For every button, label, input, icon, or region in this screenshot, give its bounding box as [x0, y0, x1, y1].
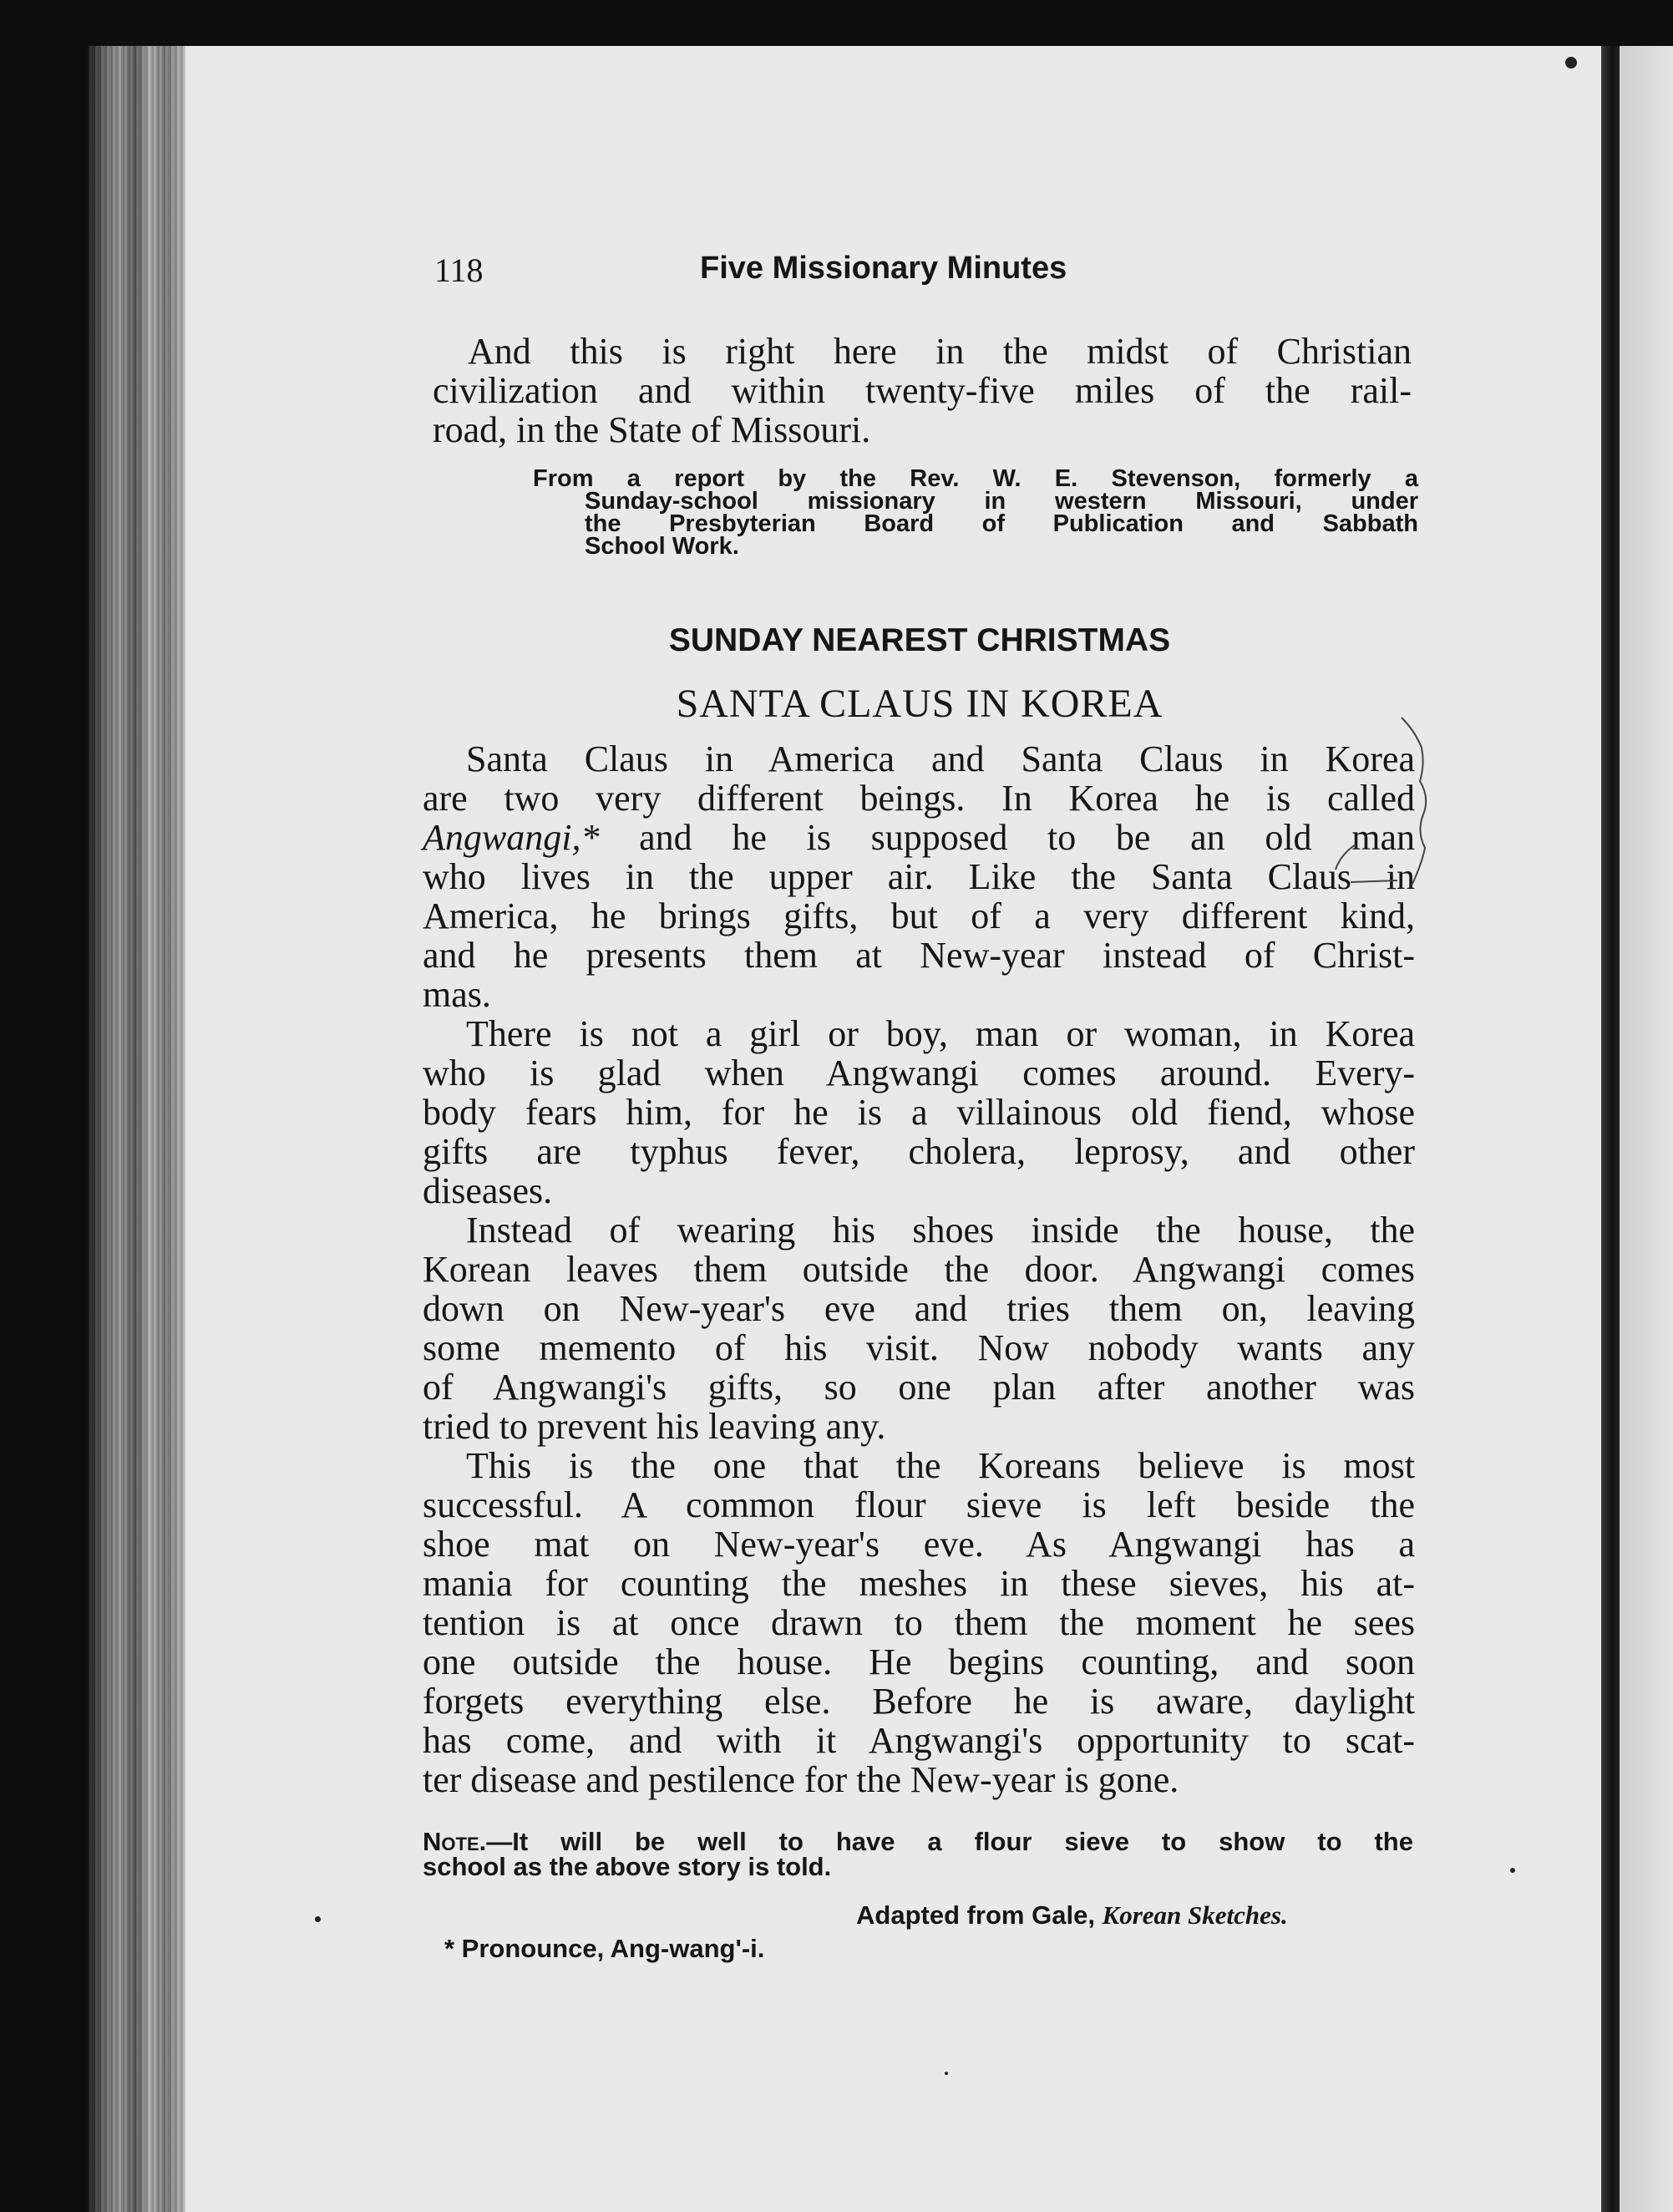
text-line: tried to prevent his leaving any. [423, 1406, 886, 1447]
note-line [423, 1829, 1413, 1854]
text-line: There is not a girl or boy, man or woman, in Korea [466, 1013, 1415, 1054]
teacher-note [423, 1829, 1413, 1880]
text-line: body fears him, for he is a villainous old fiend, whose [423, 1092, 1415, 1133]
note-label: Note. [423, 1827, 487, 1856]
text-line: of Angwangi's gifts, so one plan after another was [423, 1367, 1415, 1408]
citation-line: School Work. [585, 533, 739, 560]
book-gutter [88, 46, 188, 2212]
scan-speck [1565, 57, 1577, 68]
text-line: some memento of his visit. Now nobody wants any [423, 1327, 1415, 1368]
scan-speck [945, 2072, 948, 2075]
text-line: tention is at once drawn to them the moment he sees [423, 1602, 1415, 1643]
text-line: who is glad when Angwangi comes around. Every- [423, 1053, 1415, 1093]
intro-paragraph [433, 332, 1412, 449]
text-line: are two very different beings. In Korea he is called [423, 778, 1415, 819]
text-line: one outside the house. He begins counting, and soon [423, 1641, 1415, 1682]
italic-term: Angwangi,* [423, 817, 600, 858]
text-line: And this is right here in the midst of Christian [468, 331, 1412, 372]
citation-line: the Presbyterian Board of Publication and Sabbath [585, 510, 1418, 537]
story-title: SANTA CLAUS IN KOREA [676, 682, 1163, 726]
note-line: school as the above story is told. [423, 1852, 832, 1881]
scan-speck [315, 1916, 321, 1922]
text-line: down on New-year's eve and tries them on, leaving [423, 1288, 1415, 1329]
page-edge-shadow [1601, 46, 1620, 2212]
attribution [856, 1900, 1441, 1930]
attribution-book-title: Korean Sketches. [1102, 1900, 1288, 1930]
text-line: Instead of wearing his shoes inside the house, the [466, 1210, 1415, 1251]
text-line: mas. [423, 974, 491, 1015]
text-line: ter disease and pestilence for the New-year is gone. [423, 1759, 1179, 1800]
text-line: gifts are typhus fever, cholera, leprosy, and other [423, 1131, 1415, 1172]
text-line: America, he brings gifts, but of a very different kind, [423, 895, 1415, 936]
attribution-prefix: Adapted from Gale, [856, 1900, 1103, 1930]
citation-line: Sunday-school missionary in western Missouri, under [585, 488, 1418, 515]
note-text: —It will be well to have a flour sieve to show to the [486, 1827, 1413, 1856]
page-number: 118 [434, 251, 484, 289]
text-line: successful. A common flour sieve is left beside the [423, 1484, 1415, 1525]
text-line: civilization and within twenty-five miles of the rail- [433, 370, 1412, 411]
section-heading: SUNDAY NEAREST CHRISTMAS [668, 622, 1171, 658]
source-citation [533, 465, 1418, 560]
text-line: Santa Claus in America and Santa Claus in Korea [466, 738, 1415, 779]
citation-line: From a report by the Rev. W. E. Stevenson, formerly a [533, 465, 1418, 492]
scan-speck [1510, 1868, 1515, 1873]
text-line: and he presents them at New-year instead of Christ- [423, 935, 1415, 976]
running-title: Five Missionary Minutes [700, 251, 1067, 286]
page-header [434, 251, 1161, 301]
text-line: who lives in the upper air. Like the Santa Claus in [423, 856, 1415, 897]
text-line: shoe mat on New-year's eve. As Angwangi has a [423, 1524, 1415, 1565]
text-line: This is the one that the Koreans believe is most [466, 1445, 1415, 1486]
text-line: Korean leaves them outside the door. Angwangi comes [423, 1249, 1415, 1290]
text-line: diseases. [423, 1170, 553, 1211]
text-line: Angwangi,* and he is supposed to be an old man [423, 817, 1415, 858]
pronunciation-footnote: * Pronounce, Ang-wang'-i. [444, 1934, 765, 1963]
text-line: mania for counting the meshes in these sieves, his at- [423, 1563, 1415, 1604]
story-body [423, 739, 1415, 1799]
text-line: has come, and with it Angwangi's opportunity to scat- [423, 1720, 1415, 1761]
text-line: forgets everything else. Before he is aware, daylight [423, 1681, 1415, 1722]
adjacent-page-edge [1620, 46, 1673, 2212]
text-line: road, in the State of Missouri. [433, 409, 871, 450]
